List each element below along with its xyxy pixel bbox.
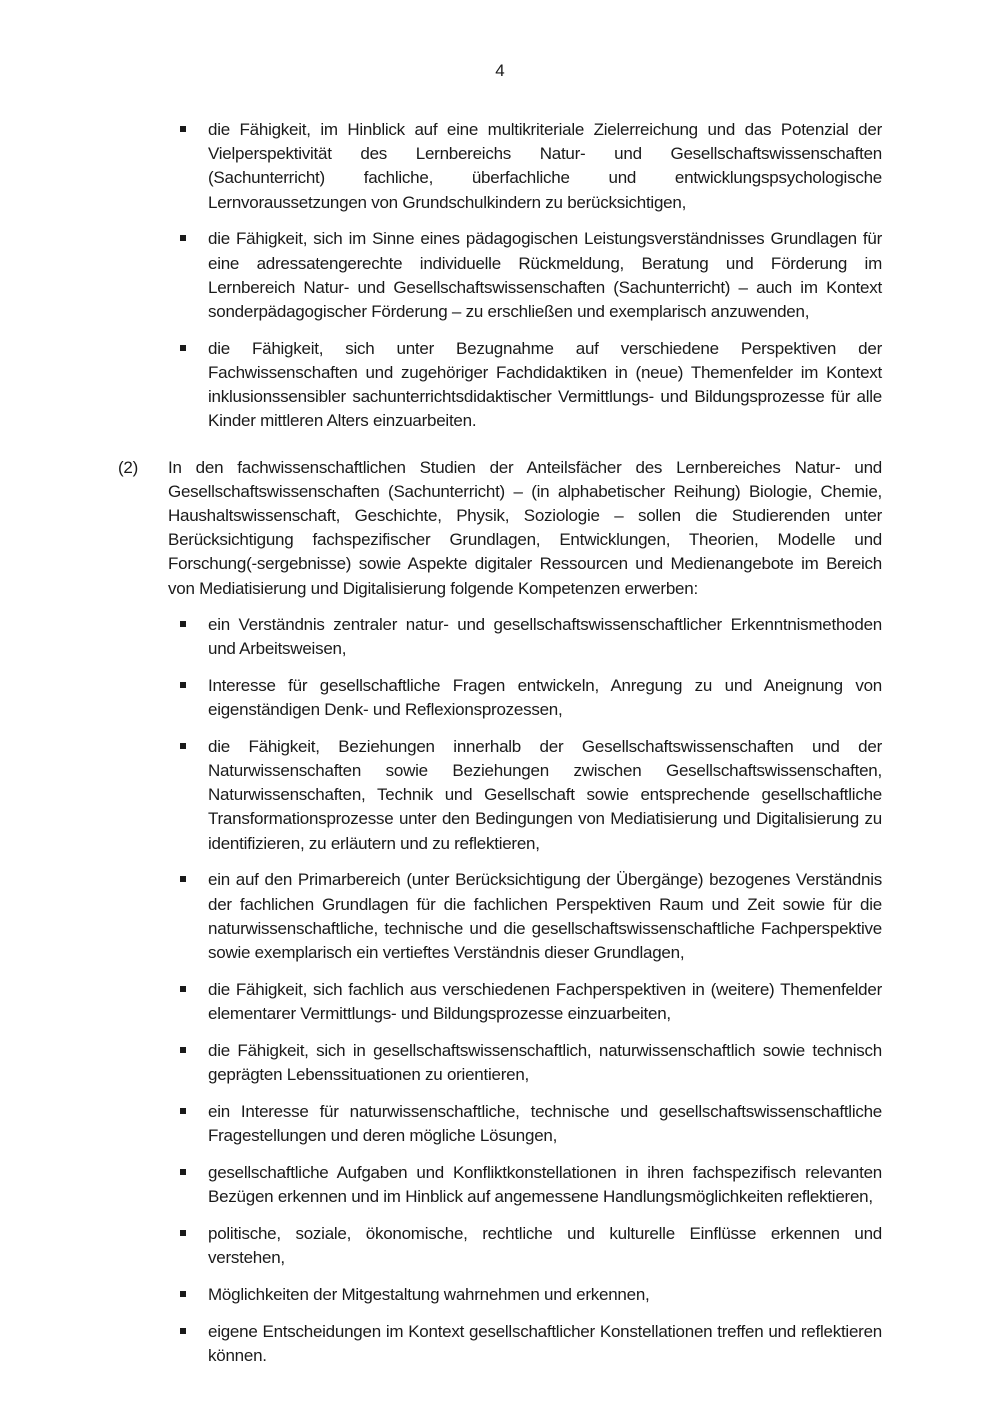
paragraph-number: (2): [118, 457, 139, 477]
list-item-text: Interesse für gesellschaftliche Fragen entwickeln, Anregung zu und Aneignung von eigenständigen Denk- und Reflexionsprozessen,: [208, 675, 882, 720]
bullet-square-icon: [180, 1047, 186, 1053]
competence-list-1: [118, 118, 882, 434]
document-body: [118, 118, 882, 1381]
list-item-text: eigene Entscheidungen im Kontext gesellschaftlicher Konstellationen treffen und reflektieren können.: [208, 1321, 882, 1365]
bullet-square-icon: [180, 1328, 186, 1334]
bullet-square-icon: [180, 1108, 186, 1114]
bullet-square-icon: [180, 986, 186, 992]
list-item-text: politische, soziale, ökonomische, rechtliche und kulturelle Einflüsse erkennen und verstehen,: [208, 1223, 882, 1268]
list-item: [208, 868, 882, 965]
page-number: 4: [495, 61, 505, 80]
bullet-square-icon: [180, 743, 186, 749]
bullet-square-icon: [180, 235, 186, 241]
list-item: [208, 1222, 882, 1270]
list-item: [208, 227, 882, 324]
paragraph-text: In den fachwissenschaftlichen Studien der Anteilsfächer des Lernbereiches Natur- und Gesellschaftswissenschaften (Sachunterricht) – (in alphabetischer Reihung) Biologie, Chemie, Haushaltswissenschaft, Geschichte, Physik, Soziologie – sollen die Studierenden unter Berücksichtigung fachspezifischer Grundlagen, Entwicklungen, Theorien, Modelle und Forschung(-sergebnisse) sowie Aspekte digitaler Ressourcen und Medienangebote im Bereich von Mediatisierung und Digitalisierung folgende Kompetenzen erwerben:: [168, 457, 882, 598]
list-item: [208, 735, 882, 856]
list-item-text: ein Interesse für naturwissenschaftliche, technische und gesellschaftswissenschaftliche Fragestellungen und deren mögliche Lösungen,: [208, 1101, 882, 1146]
list-item: [208, 1039, 882, 1087]
paragraph-2: [118, 456, 882, 601]
list-item-text: die Fähigkeit, sich im Sinne eines pädagogischen Leistungsverständnisses Grundlagen für eine adressatengerechte individuelle Rückmeldung, Beratung und Förderung im Lernbereich Natur- und Gesellschaftswissenschaften (Sachunterricht) – auch im Kontext sonderpädagogischer Förderung – zu erschließen und exemplarisch anzuwenden,: [208, 229, 882, 322]
list-item-text: ein auf den Primarbereich (unter Berücksichtigung der Übergänge) bezogenes Verständnis der fachlichen Grundlagen für die fachlichen Perspektiven Raum und Zeit sowie für die naturwissenschaftliche, technische und die gesellschaftswissenschaftliche Fachperspektive sowie exemplarisch ein vertieftes Verständnis dieser Grundlagen,: [208, 870, 882, 963]
list-item: [208, 337, 882, 434]
bullet-square-icon: [180, 126, 186, 132]
list-item-text: gesellschaftliche Aufgaben und Konfliktkonstellationen in ihren fachspezifisch relevanten Bezügen erkennen und im Hinblick auf angemessene Handlungsmöglichkeiten reflektieren,: [208, 1162, 882, 1207]
competence-list-2: [118, 613, 882, 1368]
list-item-text: die Fähigkeit, Beziehungen innerhalb der Gesellschaftswissenschaften und der Naturwissenschaften sowie Beziehungen zwischen Gesellschaftswissenschaften, Naturwissenschaften, Technik und Gesellschaft sowie entsprechende gesellschaftliche Transformationsprozesse unter den Bedingungen von Mediatisierung und Digitalisierung zu identifizieren, zu erläutern und zu reflektieren,: [208, 736, 882, 853]
bullet-square-icon: [180, 621, 186, 627]
bullet-square-icon: [180, 876, 186, 882]
bullet-square-icon: [180, 682, 186, 688]
list-item: [208, 1100, 882, 1148]
list-item: [208, 978, 882, 1026]
list-item-text: die Fähigkeit, sich unter Bezugnahme auf verschiedene Perspektiven der Fachwissenschaften und zugehöriger Fachdidaktiken in (neue) Themenfelder im Kontext inklusionssensibler sachunterrichtsdidaktischer Vermittlungs- und Bildungsprozesse für alle Kinder mittleren Alters einzuarbeiten.: [208, 338, 882, 431]
list-item: [208, 118, 882, 215]
list-item: [208, 1320, 882, 1368]
list-item-text: Möglichkeiten der Mitgestaltung wahrnehmen und erkennen,: [208, 1284, 650, 1304]
list-item-text: die Fähigkeit, sich in gesellschaftswissenschaftlich, naturwissenschaftlich sowie technisch geprägten Lebenssituationen zu orientieren,: [208, 1040, 882, 1085]
bullet-square-icon: [180, 1230, 186, 1236]
list-item-text: die Fähigkeit, im Hinblick auf eine multikriteriale Zielerreichung und das Potenzial der Vielperspektivität des Lernbereichs Natur- und Gesellschaftswissenschaften (Sachunterricht) fachliche, überfachliche und entwicklungspsychologische Lernvoraussetzungen von Grundschulkindern zu berücksichtigen,: [208, 120, 882, 212]
list-item: [208, 613, 882, 661]
bullet-square-icon: [180, 1291, 186, 1297]
bullet-square-icon: [180, 1169, 186, 1175]
list-item-text: die Fähigkeit, sich fachlich aus verschiedenen Fachperspektiven in (weitere) Themenfelder elementarer Vermittlungs- und Bildungsprozesse einzuarbeiten,: [208, 979, 882, 1024]
bullet-square-icon: [180, 345, 186, 351]
list-item: [208, 1283, 882, 1307]
list-item-text: ein Verständnis zentraler natur- und gesellschaftswissenschaftlicher Erkenntnismethoden und Arbeitsweisen,: [208, 614, 882, 659]
list-item: [208, 1161, 882, 1209]
list-item: [208, 674, 882, 722]
